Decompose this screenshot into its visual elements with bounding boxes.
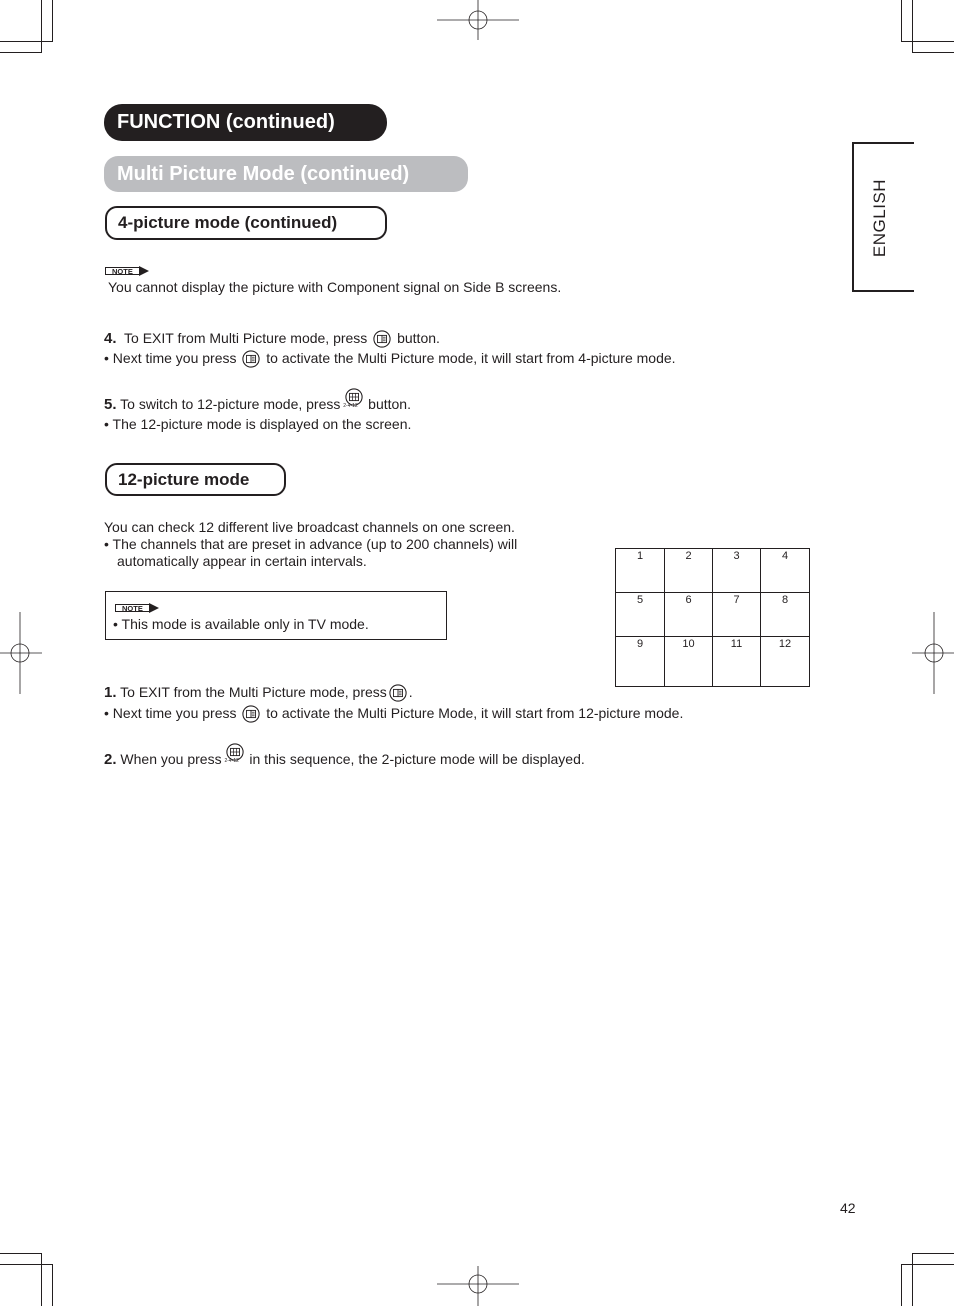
step-4-bullet	[104, 350, 676, 368]
grid-cell: 8	[761, 593, 810, 637]
registration-mark-left-icon	[0, 612, 42, 694]
bullet-text-after: to activate the Multi Picture Mode, it will start from 12-picture mode.	[266, 705, 684, 721]
step-number: 2.	[104, 751, 117, 768]
twelve-picture-grid	[615, 548, 810, 687]
step-text-after: in this sequence, the 2-picture mode will be displayed.	[249, 751, 585, 767]
multi-picture-button-icon	[242, 705, 260, 723]
grid-cell: 1	[616, 549, 665, 593]
twelve-intro-line-3: automatically appear in certain intervals.	[117, 553, 367, 569]
bullet-text: • Next time you press	[104, 705, 237, 721]
bullet-text-after: to activate the Multi Picture mode, it will start from 4-picture mode.	[266, 350, 676, 366]
grid-cell: 4	[761, 549, 810, 593]
note-tag-label: NOTE	[115, 604, 150, 612]
step-5-bullet: • The 12-picture mode is displayed on the screen.	[104, 416, 412, 432]
step-4	[104, 330, 440, 348]
multi-picture-header-text: Multi Picture Mode (continued)	[117, 162, 410, 185]
four-picture-header-text: 4-picture mode (continued)	[118, 213, 338, 232]
function-header	[104, 104, 387, 141]
mode-switch-button	[225, 751, 245, 768]
note-tag	[115, 603, 159, 613]
grid-cell: 10	[665, 637, 713, 687]
step-2	[104, 751, 585, 768]
multi-picture-button-icon	[242, 350, 260, 368]
language-label: ENGLISH	[870, 178, 889, 258]
step-text: To EXIT from Multi Picture mode, press	[124, 330, 368, 346]
exit-step-bullet	[104, 705, 683, 723]
grid-cell: 9	[616, 637, 665, 687]
step-5	[104, 396, 411, 413]
language-side-tab	[852, 142, 914, 292]
twelve-picture-header	[105, 463, 286, 496]
grid-row	[616, 549, 810, 593]
step-number: 1.	[104, 684, 117, 701]
icon-caption: 2-4-12	[224, 758, 239, 764]
step-text: To switch to 12-picture mode, press	[120, 396, 341, 412]
grid-cell: 7	[713, 593, 761, 637]
four-picture-header	[105, 206, 387, 240]
grid-cell: 3	[713, 549, 761, 593]
step-text-after: button.	[368, 396, 411, 412]
grid-cell: 12	[761, 637, 810, 687]
note-text: • This mode is available only in TV mode.	[113, 616, 369, 632]
note-tag	[105, 266, 149, 276]
grid-row	[616, 637, 810, 687]
twelve-picture-header-text: 12-picture mode	[118, 469, 250, 489]
note-tag-label: NOTE	[105, 267, 140, 275]
registration-mark-top-icon	[437, 0, 519, 40]
function-header-text: FUNCTION (continued)	[117, 111, 335, 133]
registration-mark-right-icon	[912, 612, 954, 694]
multi-picture-button-icon	[389, 684, 407, 702]
step-number: 4.	[104, 330, 117, 347]
icon-caption: 2-4-12	[343, 403, 358, 409]
step-text: When you press	[120, 751, 222, 767]
step-text-after: button.	[397, 330, 440, 346]
grid-cell: 2	[665, 549, 713, 593]
exit-step-1	[104, 684, 413, 702]
multi-picture-header	[104, 156, 468, 192]
grid-cell: 11	[713, 637, 761, 687]
multi-picture-button-icon	[373, 330, 391, 348]
step-text: To EXIT from the Multi Picture mode, press	[120, 684, 387, 700]
note-box	[105, 591, 447, 640]
grid-cell: 5	[616, 593, 665, 637]
registration-mark-bottom-icon	[437, 1266, 519, 1306]
grid-row	[616, 593, 810, 637]
step-number: 5.	[104, 396, 117, 413]
page-number: 42	[840, 1200, 856, 1216]
grid-cell: 6	[665, 593, 713, 637]
twelve-intro-line-2: • The channels that are preset in advance (up to 200 channels) will	[104, 536, 518, 552]
step-text-after: .	[408, 684, 413, 700]
mode-switch-button	[344, 396, 364, 413]
note-text: You cannot display the picture with Component signal on Side B screens.	[108, 279, 562, 295]
twelve-intro-line-1: You can check 12 different live broadcast channels on one screen.	[104, 519, 515, 535]
bullet-text: • Next time you press	[104, 350, 237, 366]
